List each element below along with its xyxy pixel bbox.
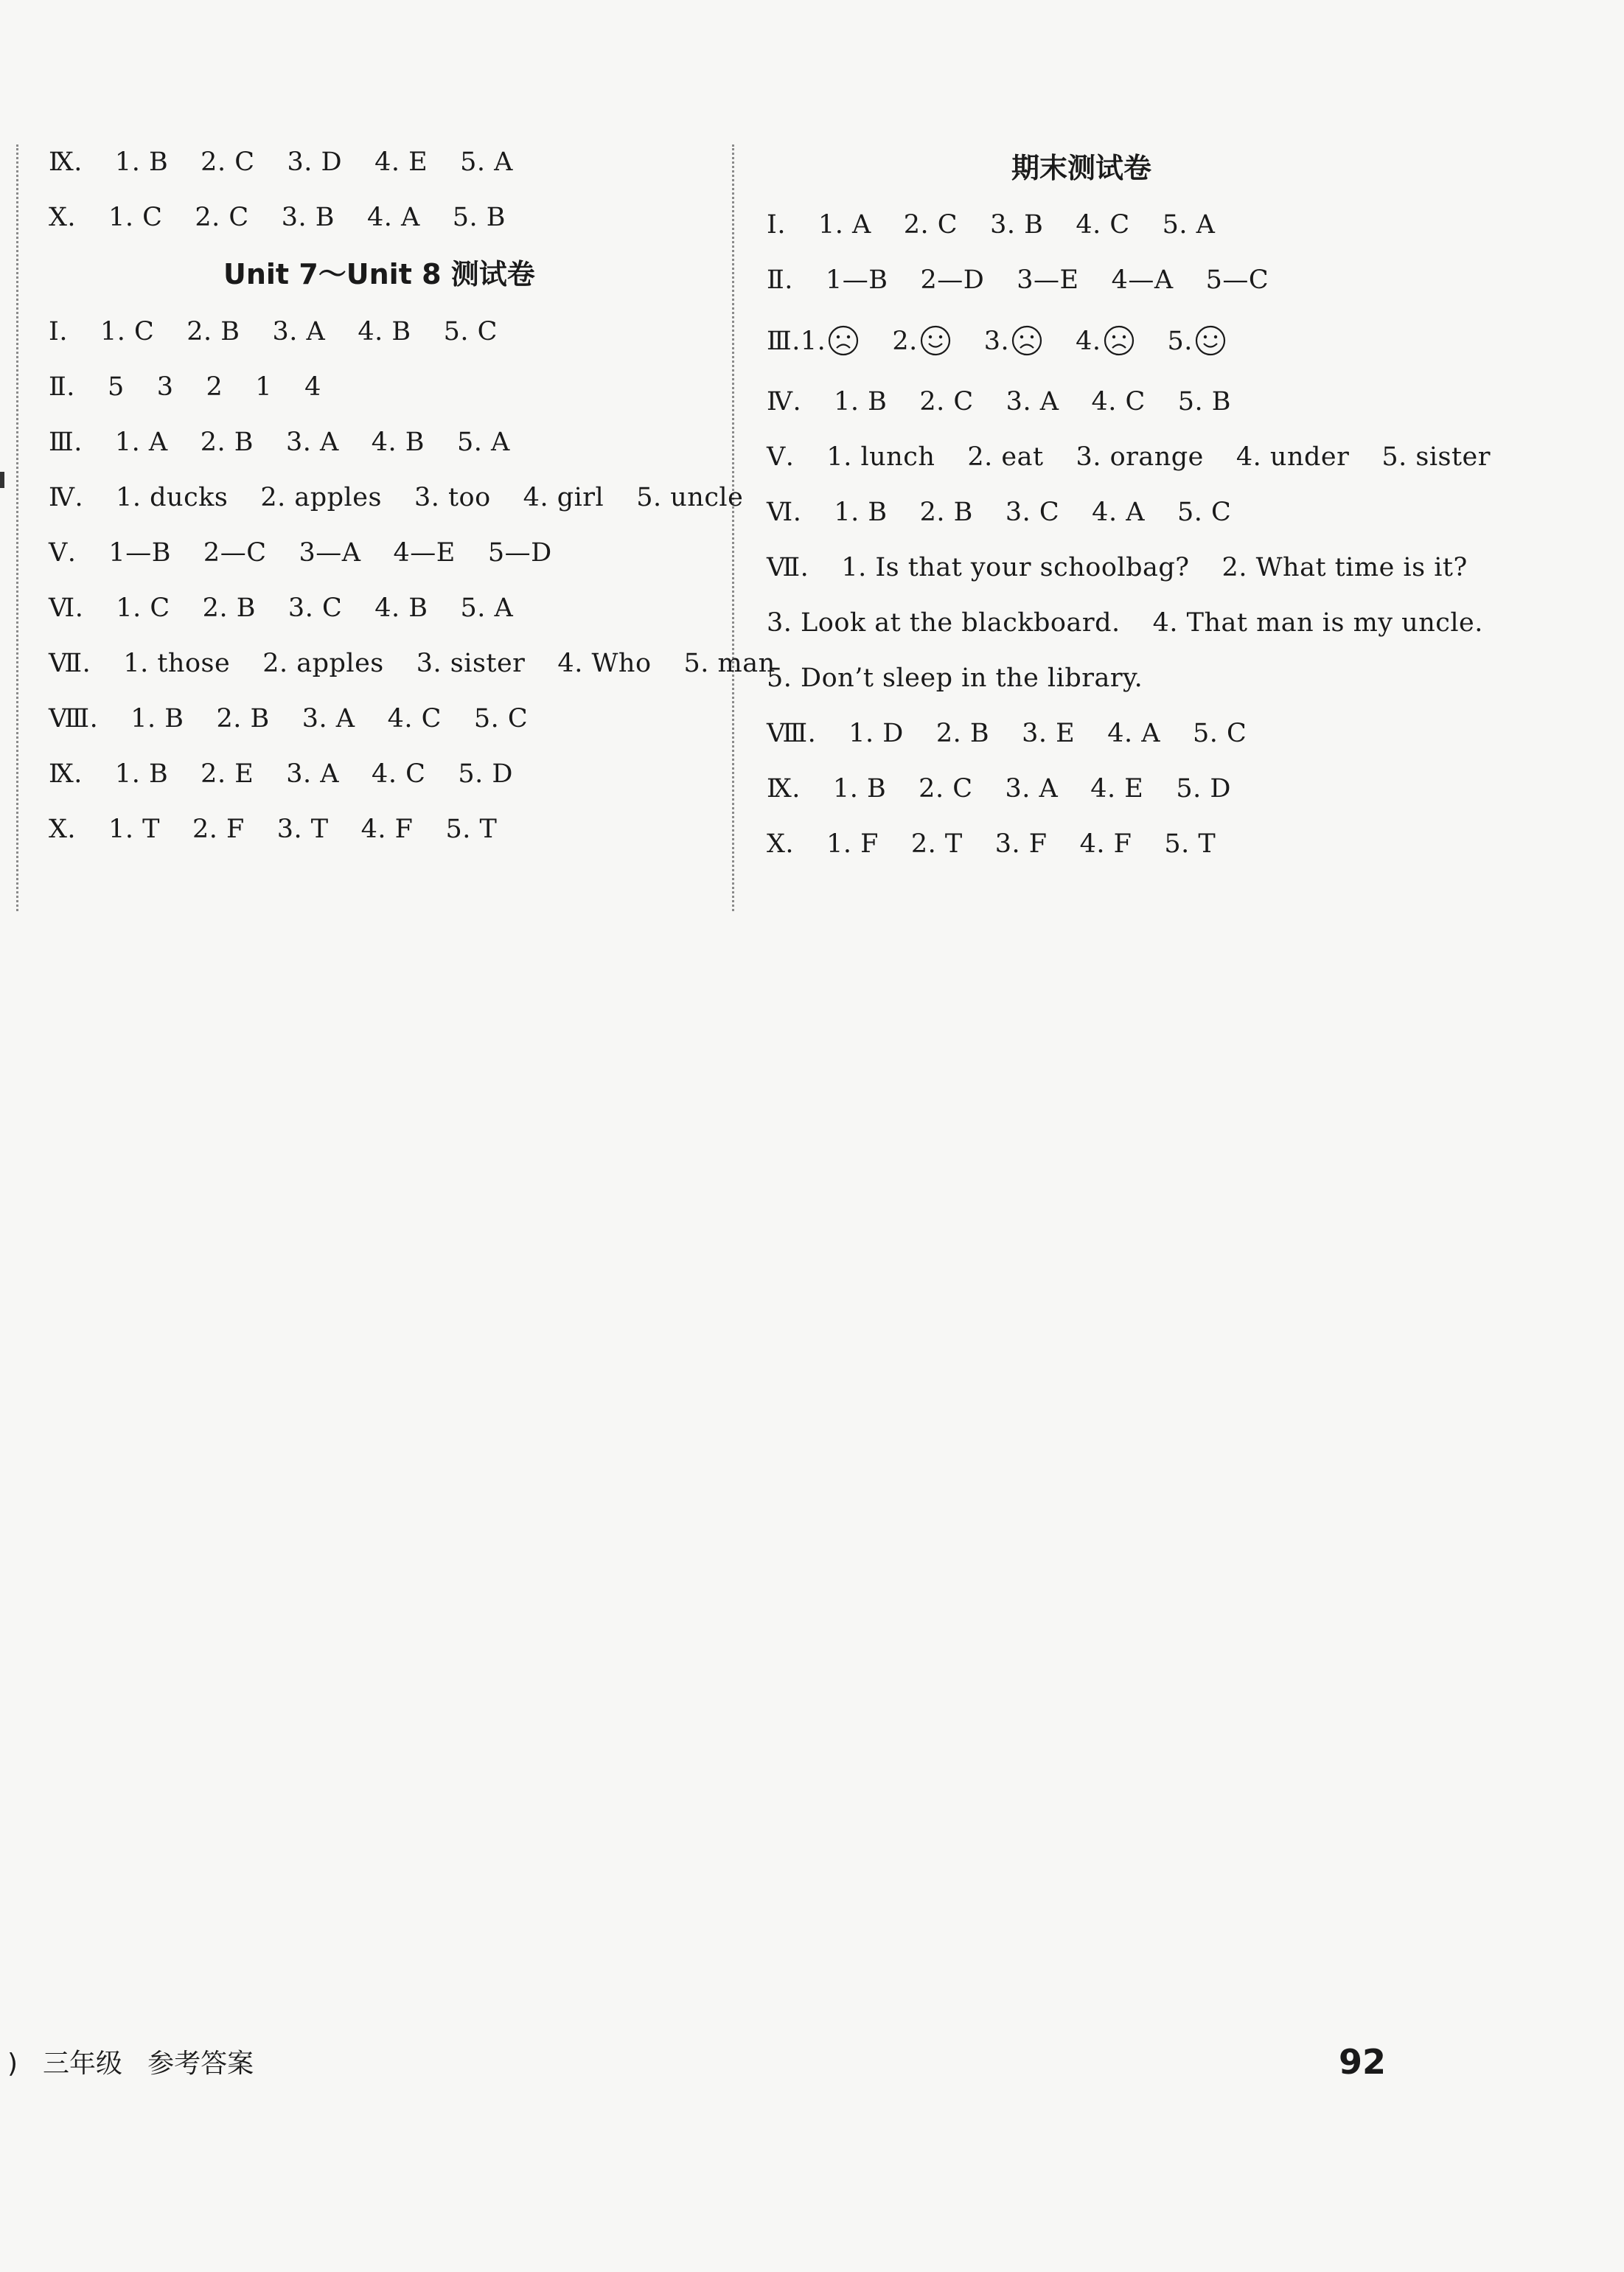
answer: 1. B — [130, 704, 184, 733]
answer-line — [49, 428, 510, 457]
happy-face-icon — [919, 324, 952, 357]
face-answer: 1. — [801, 324, 860, 357]
answer: 1. B — [114, 147, 169, 177]
face-answer: 3. — [984, 324, 1043, 357]
answer: 5. A — [460, 593, 514, 623]
answer: 5. man — [683, 649, 776, 678]
section-numeral: Ⅷ. — [767, 719, 817, 748]
answer: 1. Is that your schoolbag? — [841, 553, 1190, 582]
happy-face-icon — [1194, 324, 1227, 357]
answer: 4. C — [387, 704, 442, 733]
answer: 4. A — [1092, 498, 1145, 527]
answer: 1. B — [114, 759, 169, 789]
section-numeral: Ⅳ. — [767, 387, 802, 417]
section-numeral: Ⅷ. — [49, 704, 99, 733]
answer: 5. D — [458, 759, 513, 789]
answer: 3. E — [1022, 719, 1076, 748]
answer: 1. B — [834, 498, 888, 527]
answer: 2. apples — [260, 483, 382, 512]
section-numeral: Ⅰ. — [49, 317, 68, 346]
section-title-final-exam: 期末测试卷 — [1011, 152, 1152, 184]
section-numeral: Ⅹ. — [767, 829, 795, 859]
answer: 2. What time is it? — [1222, 553, 1468, 582]
answer: 2. B — [187, 317, 240, 346]
answer: 3. C — [287, 593, 343, 623]
section-numeral: Ⅶ. — [49, 649, 91, 678]
answer-line — [767, 210, 1215, 240]
section-numeral: Ⅴ. — [49, 538, 77, 568]
section-numeral: Ⅰ. — [767, 210, 786, 240]
answer: 3. A — [1005, 774, 1059, 804]
answer-line — [49, 203, 506, 232]
answer: 1. D — [848, 719, 904, 748]
answer: 3—E — [1017, 265, 1079, 295]
answer: 5. B — [452, 203, 506, 232]
section-numeral: Ⅶ. — [767, 553, 809, 582]
answer: 2 — [206, 372, 223, 402]
answer: 5 — [107, 372, 125, 402]
edge-mark — [0, 472, 4, 488]
footer-bracket: ) — [7, 2049, 18, 2079]
answer-line — [767, 265, 1269, 295]
answer-line — [767, 498, 1231, 527]
section-numeral: Ⅸ. — [49, 147, 83, 177]
answer: 3 — [156, 372, 174, 402]
answer: 2. apples — [262, 649, 384, 678]
section-numeral: Ⅹ. — [49, 815, 77, 844]
answer: 5. uncle — [636, 483, 744, 512]
answer-line — [767, 387, 1231, 417]
page-number: 92 — [1339, 2042, 1387, 2082]
answer-line — [767, 719, 1247, 748]
answer: 5. A — [1162, 210, 1216, 240]
answer-line — [767, 663, 1143, 693]
sad-face-icon — [1011, 324, 1043, 357]
answer: 5. C — [1193, 719, 1247, 748]
answer: 1. those — [123, 649, 231, 678]
answer-line — [767, 608, 1483, 638]
answer: 2. C — [195, 203, 249, 232]
answer: 4—A — [1111, 265, 1174, 295]
answer: 2—C — [203, 538, 267, 568]
answer: 5. A — [460, 147, 513, 177]
answer: 3. A — [1006, 387, 1059, 417]
answer: 3. orange — [1076, 442, 1204, 472]
answer: 2. B — [935, 719, 990, 748]
answer: 3. F — [994, 829, 1048, 859]
answer: 1. T — [108, 815, 160, 844]
answer: 3—A — [299, 538, 361, 568]
section-numeral: Ⅹ. — [49, 203, 77, 232]
answer: 2. C — [919, 774, 973, 804]
answer: 3. C — [1005, 498, 1060, 527]
answer: 2. T — [910, 829, 963, 859]
answer: 4. A — [366, 203, 420, 232]
answer: 1. C — [108, 203, 163, 232]
section-numeral: Ⅱ. — [767, 265, 793, 295]
answer: 3. too — [414, 483, 491, 512]
answer-line-faces — [767, 324, 1227, 357]
answer: 4. B — [371, 428, 425, 457]
answer: 2. F — [192, 815, 245, 844]
answer: 5. C — [473, 704, 529, 733]
left-dotted-margin — [16, 144, 18, 911]
answer: 3. D — [287, 147, 343, 177]
answer-line — [49, 815, 497, 844]
answer: 2. B — [202, 593, 256, 623]
answer: 1. B — [832, 774, 887, 804]
answer: 3. T — [276, 815, 329, 844]
center-dotted-divider — [732, 144, 734, 911]
answer: 4. A — [1107, 719, 1160, 748]
answer: 2. C — [919, 387, 974, 417]
answer: 1. A — [114, 428, 168, 457]
answer: 2. B — [216, 704, 270, 733]
answer-line — [49, 317, 498, 346]
sad-face-icon — [1103, 324, 1135, 357]
answer: 2. C — [201, 147, 255, 177]
section-numeral: Ⅲ. — [767, 327, 801, 356]
answer: 1—B — [108, 538, 171, 568]
footer — [7, 2048, 279, 2080]
answer: 4. F — [360, 815, 414, 844]
answer: 4. C — [372, 759, 426, 789]
answer: 1. lunch — [826, 442, 935, 472]
footer-grade: 三年级 — [43, 2049, 123, 2079]
answer: 4. B — [374, 593, 428, 623]
answer-line — [49, 649, 776, 678]
answer: 4. Who — [557, 649, 652, 678]
answer-line — [49, 372, 321, 402]
answer: 4. E — [1090, 774, 1144, 804]
footer-label: 参考答案 — [147, 2049, 254, 2079]
face-answer: 4. — [1076, 324, 1135, 357]
answer: 2—D — [920, 265, 985, 295]
answer: 3. A — [272, 317, 326, 346]
answer: 5—D — [487, 538, 552, 568]
answer: 1 — [255, 372, 273, 402]
section-numeral: Ⅱ. — [49, 372, 75, 402]
answer: 5. B — [1177, 387, 1232, 417]
answer-line — [49, 704, 528, 733]
answer: 5. A — [457, 428, 510, 457]
answer: 5. D — [1176, 774, 1231, 804]
face-answer: 5. — [1168, 324, 1227, 357]
answer: 5. sister — [1381, 442, 1491, 472]
answer: 2. B — [919, 498, 973, 527]
section-numeral: Ⅸ. — [767, 774, 801, 804]
answer: 4. C — [1091, 387, 1146, 417]
answer: 2. B — [200, 428, 254, 457]
answer: 1. C — [100, 317, 155, 346]
answer-line — [49, 483, 743, 512]
section-numeral: Ⅴ. — [767, 442, 795, 472]
answer: 2. C — [903, 210, 958, 240]
section-title-unit-7-8: Unit 7～Unit 8 测试卷 — [223, 258, 535, 290]
answer-line — [767, 442, 1491, 472]
answer: 4—E — [393, 538, 456, 568]
answer: 5. T — [445, 815, 498, 844]
answer: 4. B — [358, 317, 411, 346]
answer-line — [49, 759, 513, 789]
answer: 3. B — [990, 210, 1044, 240]
answer: 4. under — [1236, 442, 1350, 472]
answer: 1. F — [826, 829, 879, 859]
answer: 2. E — [201, 759, 254, 789]
answer: 5. Don’t sleep in the library. — [767, 663, 1143, 693]
answer: 3. A — [286, 759, 340, 789]
answer: 3. A — [285, 428, 339, 457]
section-numeral: Ⅸ. — [49, 759, 83, 789]
section-numeral: Ⅲ. — [49, 428, 83, 457]
answer-line — [767, 553, 1468, 582]
answer: 3. A — [302, 704, 355, 733]
answer: 5. T — [1164, 829, 1216, 859]
answer-line — [767, 829, 1216, 859]
answer: 5. C — [1177, 498, 1232, 527]
answer-line — [49, 147, 513, 177]
section-numeral: Ⅳ. — [49, 483, 84, 512]
answer: 1. C — [116, 593, 170, 623]
answer: 5. C — [443, 317, 498, 346]
section-numeral: Ⅵ. — [767, 498, 802, 527]
sad-face-icon — [827, 324, 860, 357]
section-numeral: Ⅵ. — [49, 593, 84, 623]
answer: 4. C — [1076, 210, 1130, 240]
answer: 4 — [304, 372, 321, 402]
answer: 1. A — [818, 210, 871, 240]
answer-line — [767, 774, 1231, 804]
answer: 4. E — [374, 147, 428, 177]
answer: 2. eat — [967, 442, 1044, 472]
answer: 4. F — [1079, 829, 1132, 859]
answer: 4. girl — [523, 483, 604, 512]
answer: 1. B — [834, 387, 888, 417]
answer-line — [49, 538, 552, 568]
face-answer: 2. — [892, 324, 951, 357]
answer: 4. That man is my uncle. — [1152, 608, 1483, 638]
answer: 3. sister — [416, 649, 526, 678]
answer: 5—C — [1205, 265, 1269, 295]
answer: 3. Look at the blackboard. — [767, 608, 1121, 638]
answer: 1. ducks — [116, 483, 229, 512]
answer: 1—B — [825, 265, 888, 295]
answer-line — [49, 593, 513, 623]
answer: 3. B — [281, 203, 335, 232]
